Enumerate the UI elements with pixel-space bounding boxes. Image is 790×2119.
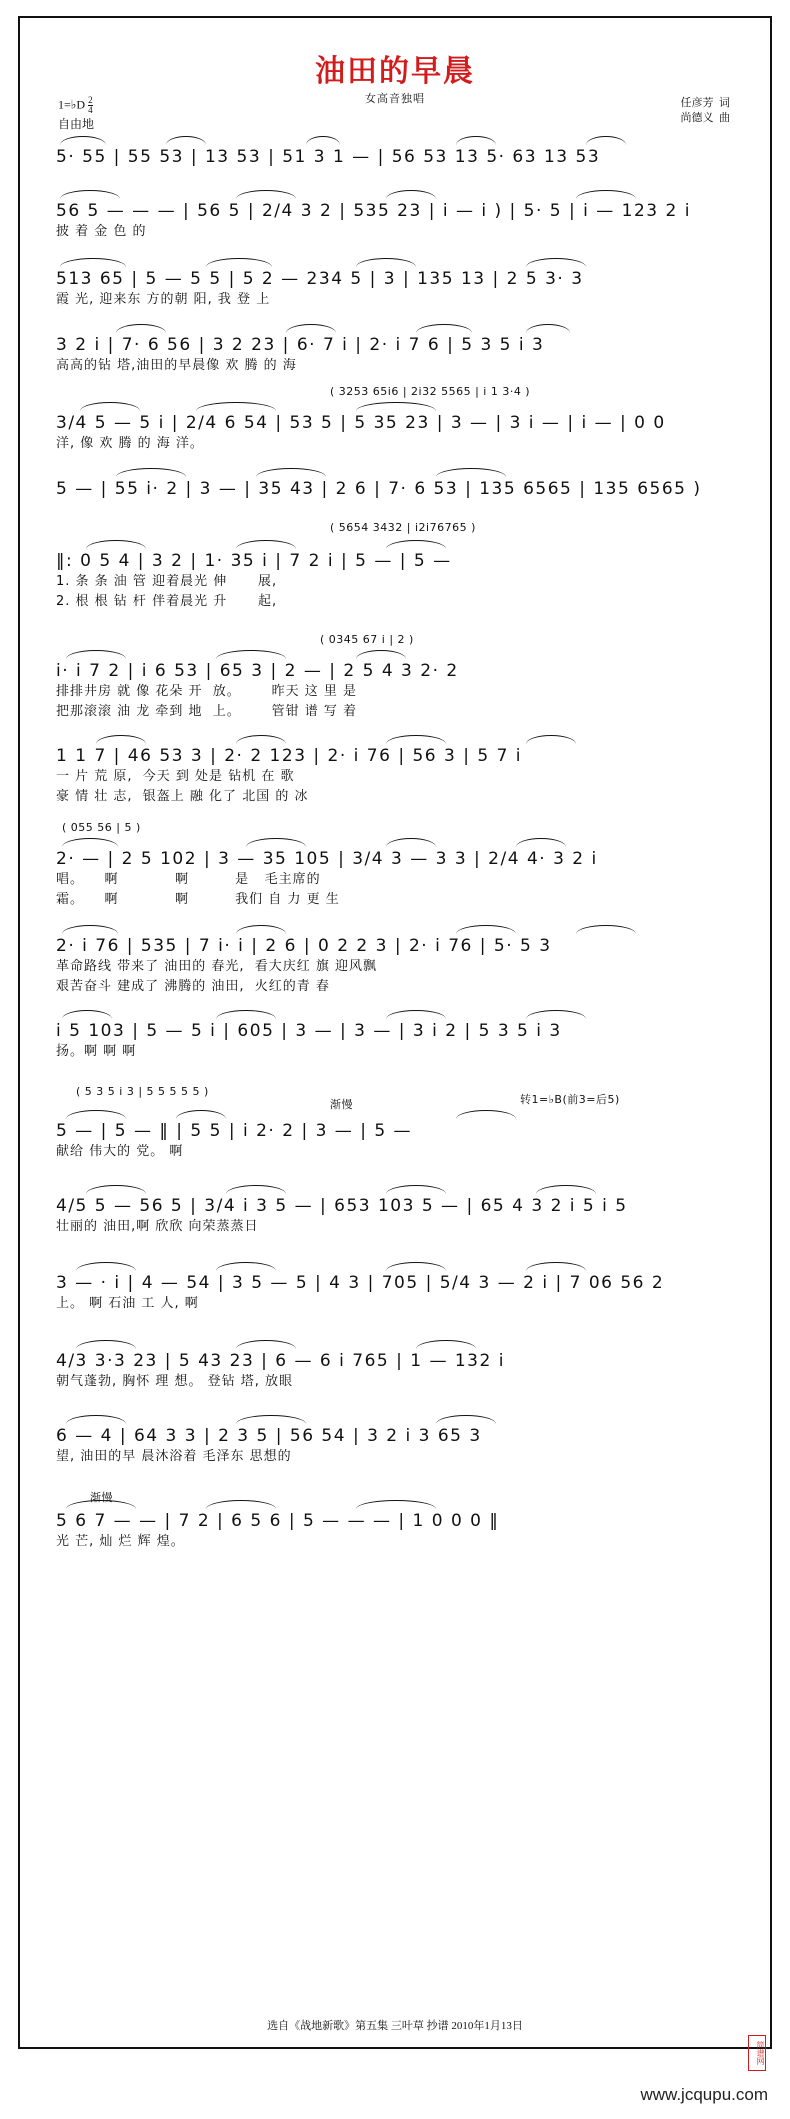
slur (66, 1500, 136, 1510)
note-line: i 5 103 | 5 — 5 i | 605 | 3 — | 3 — | 3 i 2 | 5 3 5 i 3 (56, 1021, 562, 1041)
lyric-line: 望, 油田的早 晨沐浴着 毛泽东 思想的 (56, 1449, 292, 1464)
slur (416, 324, 472, 334)
lyric-line-verse2: 豪 情 壮 志, 银盔上 融 化了 北国 的 冰 (56, 789, 309, 804)
slur (236, 735, 286, 745)
note-line: 2· i 76 | 535 | 7 i· i | 2 6 | 0 2 2 3 | 2· i 76 | 5· 5 3 (56, 936, 552, 956)
page-title: 油田的早晨 (315, 55, 475, 88)
slur (436, 1415, 496, 1425)
slur (66, 650, 126, 660)
slur (356, 1500, 436, 1510)
slur-row (56, 468, 744, 479)
lyric-line-verse2: 霜。 啊 啊 我们 自 力 更 生 (56, 892, 340, 907)
website-url: www.jcqupu.com (640, 2085, 768, 2104)
slur-row (56, 1415, 744, 1426)
slur (386, 1010, 446, 1020)
note-line: ( 3253 65i6 | 2i32 5565 | i 1 3·4 ) (330, 385, 531, 398)
music-system (56, 650, 744, 721)
slur (526, 1010, 586, 1020)
slur (526, 324, 570, 334)
slur (236, 925, 286, 935)
lyric-line: 披 着 金 色 的 (56, 224, 147, 239)
slur (526, 1262, 586, 1272)
music-system (56, 190, 744, 241)
note-line: 6 — 4 | 64 3 3 | 2 3 5 | 56 54 | 3 2 i 3 65 3 (56, 1426, 482, 1446)
slur-row (56, 324, 744, 335)
meter-signature (88, 96, 93, 115)
note-line: 56 5 — — — | 56 5 | 2/4 3 2 | 535 23 | i — i ) | 5· 5 | i — 123 2 i (56, 201, 691, 221)
slur (386, 1262, 446, 1272)
lyric-line-verse1: 1. 条 条 油 管 迎着晨光 伸 展, (56, 574, 278, 589)
slur (256, 468, 326, 478)
slur (456, 1110, 516, 1120)
lyric-line: 扬。啊 啊 啊 (56, 1044, 137, 1059)
note-line: 5 6 7 — — | 7 2 | 6 5 6 | 5 — — — | 1 0 0 0 ‖ (56, 1511, 500, 1531)
slur (226, 1185, 286, 1195)
key-change-text: 转1=♭B(前3=后5) (520, 1093, 620, 1106)
slur (116, 468, 186, 478)
composer-name: 尚德义 (680, 112, 714, 124)
lyric-line: 上。 啊 石油 工 人, 啊 (56, 1296, 199, 1311)
lyric-line-verse2: 2. 根 根 钻 杆 伴着晨光 升 起, (56, 594, 278, 609)
slur (576, 925, 636, 935)
slur (236, 190, 296, 200)
meter-numerator: 2 (88, 95, 93, 105)
note-line: 513 65 | 5 — 5 5 | 5 2 — 234 5 | 3 | 135 13 | 2 5 3· 3 (56, 269, 584, 289)
lyric-line-verse2: 把那滚滚 油 龙 牵到 地 上。 管钳 谱 写 着 (56, 704, 357, 719)
lyric-line-verse1: 革命路线 带来了 油田的 春光, 看大庆红 旗 迎风飘 (56, 959, 378, 974)
note-line: ( 5654 3432 | i2i76765 ) (330, 521, 476, 534)
slur (80, 402, 140, 412)
slur (386, 735, 446, 745)
slur (66, 1110, 126, 1120)
music-system (56, 1185, 744, 1236)
music-system (56, 838, 744, 909)
slur (216, 1262, 276, 1272)
lyric-line-verse1: 唱。 啊 啊 是 毛主席的 (56, 872, 321, 887)
note-line: 5· 55 | 55 53 | 13 53 | 51 3 1 — | 56 53 13 5· 63 13 53 (56, 147, 601, 167)
slur (62, 838, 118, 848)
slur-row (56, 1500, 744, 1511)
credit-lyricist (681, 96, 731, 111)
tempo-text: 渐慢 (90, 1491, 113, 1504)
slur-row (56, 735, 744, 746)
slur (216, 650, 286, 660)
slur (416, 1340, 476, 1350)
slur (176, 1110, 226, 1120)
note-line: 4/3 3·3 23 | 5 43 23 | 6 — 6 i 765 | 1 — 132 i (56, 1351, 505, 1371)
music-system (56, 925, 744, 996)
slur (60, 136, 106, 146)
lyricist-name: 任彦芳 (680, 97, 714, 109)
note-line: 3 — · i | 4 — 54 | 3 5 — 5 | 4 3 | 705 | 5/4 3 — 2 i | 7 06 56 2 (56, 1273, 665, 1293)
slur-row (56, 1110, 744, 1121)
music-system (56, 324, 744, 375)
note-line: 2· — | 2 5 102 | 3 — 35 105 | 3/4 3 — 3 3 | 2/4 4· 3 2 i (56, 849, 598, 869)
music-system (56, 468, 744, 499)
music-system-bracket (320, 630, 744, 650)
slur-row (56, 540, 744, 551)
slur (86, 540, 146, 550)
performance-note: 女高音独唱 (365, 93, 425, 105)
slur (286, 324, 336, 334)
slur-row (56, 650, 744, 661)
note-line: ‖: 0 5 4 | 3 2 | 1· 35 i | 7 2 i | 5 — | 5 — (56, 551, 452, 571)
slur (586, 136, 626, 146)
note-line: i· i 7 2 | i 6 53 | 65 3 | 2 — | 2 5 4 3 2· 2 (56, 661, 459, 681)
note-line: 4/5 5 — 56 5 | 3/4 i 3 5 — | 653 103 5 — | 65 4 3 2 i 5 i 5 (56, 1196, 628, 1216)
music-system-bracket (330, 382, 744, 402)
lyric-line-verse1: 一 片 荒 原, 今天 到 处是 钻机 在 歌 (56, 769, 295, 784)
music-system (56, 1110, 744, 1161)
music-system (56, 402, 744, 453)
slur (356, 258, 416, 268)
slur (62, 925, 118, 935)
slur-row (56, 258, 744, 269)
music-system (56, 735, 744, 806)
note-line: 1 1 7 | 46 53 3 | 2· 2 123 | 2· i 76 | 56 3 | 5 7 i (56, 746, 523, 766)
slur-row (56, 1262, 744, 1273)
slur (386, 190, 436, 200)
slur (236, 1340, 296, 1350)
slur-row (56, 1185, 744, 1196)
key-signature (58, 96, 93, 115)
slur (96, 735, 146, 745)
slur (576, 190, 636, 200)
note-line: 5 — | 5 — ‖ | 5 5 | i 2· 2 | 3 — | 5 — (56, 1121, 413, 1141)
slur (456, 136, 496, 146)
slur (236, 540, 296, 550)
slur-row (56, 838, 744, 849)
music-system (56, 258, 744, 309)
slur (76, 1340, 136, 1350)
lyric-line: 献给 伟大的 党。 啊 (56, 1144, 184, 1159)
slur (386, 1185, 446, 1195)
slur (306, 136, 340, 146)
slur (206, 1500, 276, 1510)
slur (386, 838, 436, 848)
lyric-line: 朝气蓬勃, 胸怀 理 想。 登钻 塔, 放眼 (56, 1374, 294, 1389)
slur-row (56, 1010, 744, 1021)
key-signature-text: 1=♭D (58, 97, 86, 112)
lyric-line: 高高的钻 塔,油田的早晨像 欢 腾 的 海 (56, 358, 297, 373)
lyric-line: 壮丽的 油田,啊 欣欣 向荣蒸蒸日 (56, 1219, 259, 1234)
slur (246, 838, 306, 848)
slur (216, 1010, 276, 1020)
note-line: ( 055 56 | 5 ) (62, 821, 141, 834)
slur-row (56, 136, 744, 147)
music-system (56, 1500, 744, 1551)
slur (456, 925, 516, 935)
slur-row (56, 1340, 744, 1351)
music-system-bracket (62, 818, 744, 838)
slur (516, 838, 566, 848)
slur (76, 1262, 136, 1272)
slur (66, 1415, 126, 1425)
tempo-text: 渐慢 (330, 1098, 353, 1111)
meter-denominator: 4 (88, 105, 93, 115)
slur (206, 258, 272, 268)
slur (526, 258, 586, 268)
credit-composer (681, 111, 731, 126)
slur (356, 650, 406, 660)
slur (436, 468, 506, 478)
slur (526, 735, 576, 745)
music-system (56, 540, 744, 611)
slur (60, 190, 120, 200)
slur-row (56, 402, 744, 413)
slur (196, 402, 276, 412)
source-note: 选自《战地新歌》第五集 三叶草 抄谱 2010年1月13日 (267, 2020, 523, 2032)
note-line: ( 5 3 5 i 3 | 5 5 5 5 5 ) (76, 1085, 209, 1098)
lyricist-role: 词 (719, 97, 730, 109)
music-system (56, 1415, 744, 1466)
slur (236, 1415, 306, 1425)
music-system (56, 1010, 744, 1061)
slur-row (56, 925, 744, 936)
slur (536, 1185, 596, 1195)
credits (681, 96, 731, 126)
lyric-line: 光 芒, 灿 烂 辉 煌。 (56, 1534, 185, 1549)
lyric-line-verse1: 排排井房 就 像 花朵 开 放。 昨天 这 里 是 (56, 684, 357, 699)
music-system (56, 1340, 744, 1391)
note-line: 3/4 5 — 5 i | 2/4 6 54 | 53 5 | 5 35 23 | 3 — | 3 i — | i — | 0 0 (56, 413, 666, 433)
lyric-line: 霞 光, 迎来东 方的朝 阳, 我 登 上 (56, 292, 271, 307)
slur (386, 540, 446, 550)
lyric-line: 洋, 像 欢 腾 的 海 洋。 (56, 436, 204, 451)
composer-role: 曲 (719, 112, 730, 124)
site-stamp: 简谱网 (748, 2035, 766, 2071)
slur (86, 1185, 146, 1195)
key-change-mark (520, 1090, 744, 1110)
slur (60, 258, 126, 268)
music-system (56, 136, 744, 167)
slur (356, 402, 436, 412)
slur (166, 136, 206, 146)
music-system (56, 1262, 744, 1313)
slur (116, 324, 166, 334)
slur-row (56, 190, 744, 201)
music-system-bracket (330, 518, 744, 538)
lyric-line-verse2: 艰苦奋斗 建成了 沸腾的 油田, 火红的青 春 (56, 979, 330, 994)
note-line: 3 2 i | 7· 6 56 | 3 2 23 | 6· 7 i | 2· i 7 6 | 5 3 5 i 3 (56, 335, 545, 355)
note-line: ( 0345 67 i | 2 ) (320, 633, 414, 646)
note-line: 5 — | 55 i· 2 | 3 — | 35 43 | 2 6 | 7· 6 53 | 135 6565 | 135 6565 ) (56, 479, 702, 499)
slur (62, 1010, 112, 1020)
tempo-marking: 自由地 (58, 117, 95, 131)
